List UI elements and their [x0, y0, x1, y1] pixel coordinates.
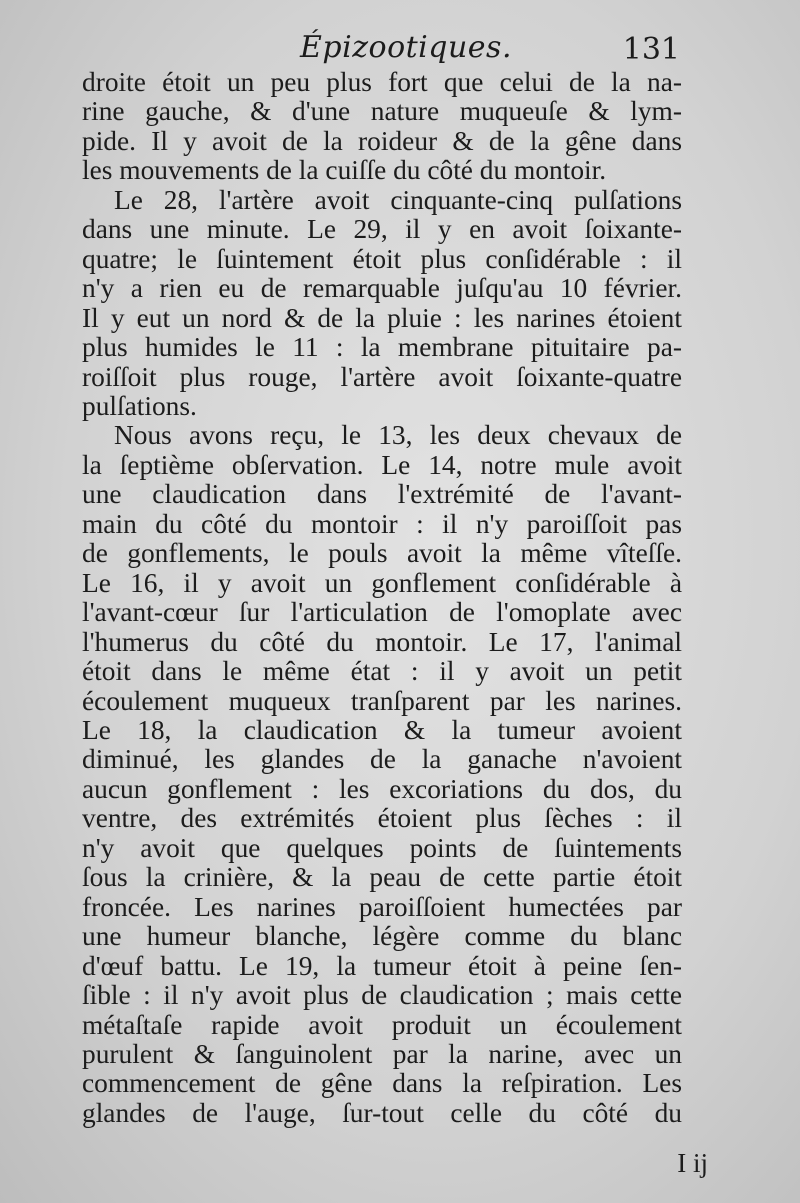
- text-line: roiſſoit plus rouge, l'artère avoit ſoixante-quatre: [82, 361, 682, 392]
- text-line: rine gauche, & d'une nature muqueuſe & lym-: [82, 96, 682, 127]
- text-line: glandes de l'auge, ſur-tout celle du côté du: [82, 1097, 682, 1128]
- text-line: commencement de gêne dans la reſpiration. Les: [82, 1068, 682, 1099]
- text-line: ſous la crinière, & la peau de cette partie étoit: [82, 862, 682, 893]
- running-head: [300, 30, 700, 70]
- text-line: étoit dans le même état : il y avoit un petit: [82, 656, 682, 687]
- text-line: froncée. Les narines paroiſſoient humectées par: [82, 891, 682, 922]
- text-line: Nous avons reçu, le 13, les deux chevaux de: [114, 420, 682, 451]
- text-line: n'y a rien eu de remarquable juſqu'au 10 février.: [82, 273, 682, 304]
- text-line: plus humides le 11 : la membrane pituitaire pa-: [82, 332, 682, 363]
- text-line: Le 16, il y avoit un gonflement conſidérable à: [82, 567, 682, 598]
- text-line: diminué, les glandes de la ganache n'avoient: [82, 744, 682, 775]
- text-line: purulent & ſanguinolent par la narine, avec un: [82, 1038, 682, 1069]
- text-line: quatre; le ſuintement étoit plus conſidérable : il: [82, 243, 682, 274]
- text-line: pide. Il y avoit de la roideur & de la gêne dans: [82, 125, 682, 156]
- text-line: dans une minute. Le 29, il y en avoit ſoixante-: [82, 214, 682, 245]
- text-line: les mouvements de la cuiſſe du côté du montoir.: [82, 155, 607, 186]
- text-line: aucun gonflement : les excoriations du dos, du: [82, 773, 682, 804]
- text-line: n'y avoit que quelques points de ſuintements: [82, 832, 682, 863]
- text-line: Le 28, l'artère avoit cinquante-cinq pulſations: [114, 184, 682, 215]
- text-line: Le 18, la claudication & la tumeur avoient: [82, 714, 682, 745]
- text-line: ſible : il n'y avoit plus de claudication ; mais cette: [82, 980, 682, 1011]
- text-line: une claudication dans l'extrémité de l'avant-: [82, 479, 682, 510]
- text-line: Il y eut un nord & de la pluie : les narines étoient: [82, 302, 682, 333]
- text-line: la ſeptième obſervation. Le 14, notre mule avoit: [82, 449, 682, 480]
- text-line: métaſtaſe rapide avoit produit un écoulement: [82, 1009, 682, 1040]
- text-line: une humeur blanche, légère comme du blanc: [82, 921, 682, 952]
- text-line: d'œuf battu. Le 19, la tumeur étoit à peine ſen-: [82, 950, 682, 981]
- text-line: l'avant-cœur ſur l'articulation de l'omoplate avec: [82, 597, 682, 628]
- running-title: Épizootiques.: [300, 30, 512, 65]
- text-line: écoulement muqueux tranſparent par les narines.: [82, 685, 682, 716]
- text-line: droite étoit un peu plus fort que celui de la na-: [82, 67, 682, 97]
- text-line: l'humerus du côté du montoir. Le 17, l'animal: [82, 626, 682, 657]
- body-text: [82, 68, 682, 1128]
- text-line: main du côté du montoir : il n'y paroiſſoit pas: [82, 508, 682, 539]
- text-line: pulſations.: [82, 390, 197, 421]
- signature-mark: I ij: [677, 1148, 708, 1178]
- text-line: de gonflements, le pouls avoit la même vîteſſe.: [82, 538, 682, 569]
- text-line: ventre, des extrémités étoient plus ſèches : il: [82, 803, 682, 834]
- page-number: 131: [622, 32, 680, 67]
